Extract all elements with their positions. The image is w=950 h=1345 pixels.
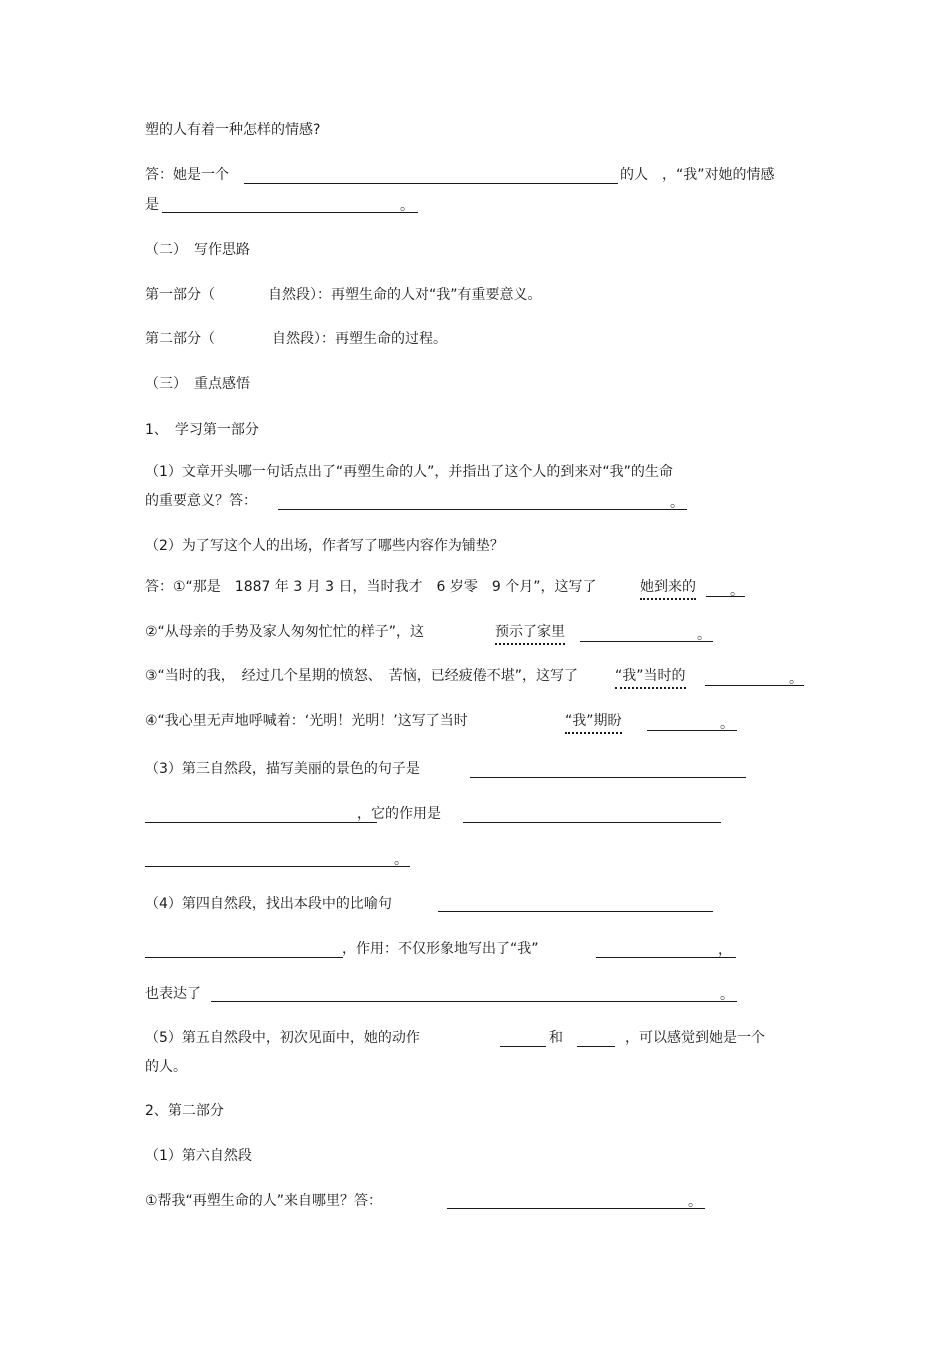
section-heading: （三） 重点感悟 bbox=[145, 376, 250, 392]
question-4-cont: ，作用：不仅形象地写出了“我” bbox=[342, 941, 539, 957]
emphasis-text: 她到来的 bbox=[640, 578, 696, 600]
part-one-label: 第一部分（ bbox=[145, 287, 215, 303]
answer-blank[interactable] bbox=[162, 212, 418, 213]
answer-blank[interactable] bbox=[500, 1046, 546, 1047]
part-two-text: 自然段）：再塑生命的过程。 bbox=[272, 331, 447, 347]
answer-2: ②“从母亲的手势及家人匆匆忙忙的样子”，这 bbox=[145, 624, 425, 640]
period: 。 bbox=[730, 583, 744, 599]
answer-3: ③“当时的我， 经过几个星期的愤怒、 苦恼，已经疲倦不堪”，这写了 bbox=[145, 668, 579, 684]
question-3-cont: ，它的作用是 bbox=[357, 806, 441, 822]
period: 。 bbox=[697, 627, 711, 643]
answer-blank[interactable] bbox=[278, 509, 687, 510]
subsection-heading: 1、 学习第一部分 bbox=[145, 422, 259, 438]
answer-blank[interactable] bbox=[463, 822, 721, 823]
question-3: （3）第三自然段，描写美丽的景色的句子是 bbox=[145, 761, 420, 777]
answer-blank[interactable] bbox=[145, 957, 343, 958]
answer-4: ④“我心里无声地呼喊着：‘光明！光明！’这写了当时 bbox=[145, 713, 468, 729]
period: 。 bbox=[670, 495, 684, 511]
question-continuation: 塑的人有着一种怎样的情感? bbox=[145, 122, 321, 138]
question-5-cont: ，可以感觉到她是一个 bbox=[625, 1030, 765, 1046]
period: 。 bbox=[394, 852, 408, 868]
question-5-and: 和 bbox=[549, 1030, 563, 1046]
question-4-cont: 也表达了 bbox=[145, 986, 201, 1002]
question-5-cont: 的人。 bbox=[145, 1059, 187, 1075]
subsection-heading: 2、第二部分 bbox=[145, 1103, 224, 1119]
answer-blank[interactable] bbox=[211, 1001, 737, 1002]
answer-blank[interactable] bbox=[577, 1046, 615, 1047]
answer-text: 的人 ，“我”对她的情感 bbox=[620, 167, 775, 183]
period: 。 bbox=[400, 198, 414, 214]
answer-blank[interactable] bbox=[580, 641, 713, 642]
answer-blank[interactable] bbox=[244, 183, 618, 184]
period: 。 bbox=[720, 716, 734, 732]
answer-blank[interactable] bbox=[145, 822, 377, 823]
question-1: （1）文章开头哪一句话点出了“再塑生命的人”，并指出了这个人的到来对“我”的生命 bbox=[145, 464, 673, 480]
question-2: （2）为了写这个人的出场，作者写了哪些内容作为铺垫？ bbox=[145, 538, 504, 554]
answer-blank[interactable] bbox=[447, 1208, 705, 1209]
answer-label: 答：她是一个 bbox=[145, 167, 229, 183]
question-6: （1）第六自然段 bbox=[145, 1148, 252, 1164]
answer-blank[interactable] bbox=[470, 777, 746, 778]
answer-text: 是 bbox=[145, 197, 159, 213]
emphasis-text: “我”当时的 bbox=[615, 667, 686, 689]
period: 。 bbox=[789, 671, 803, 687]
period: 。 bbox=[688, 1194, 702, 1210]
period: 。 bbox=[720, 987, 734, 1003]
answer-blank[interactable] bbox=[438, 911, 713, 912]
emphasis-text: “我”期盼 bbox=[565, 712, 622, 734]
emphasis-text: 预示了家里 bbox=[495, 623, 565, 645]
question-4: （4）第四自然段，找出本段中的比喻句 bbox=[145, 896, 392, 912]
question-6-a: ①帮我“再塑生命的人”来自哪里？答： bbox=[145, 1193, 383, 1209]
answer-1: 答：①“那是 1887 年 3 月 3 日，当时我才 6 岁零 9 个月”，这写了 bbox=[145, 579, 597, 595]
answer-blank[interactable] bbox=[596, 957, 736, 958]
question-1-cont: 的重要意义？答： bbox=[145, 493, 257, 509]
part-two-label: 第二部分（ bbox=[145, 331, 215, 347]
section-heading: （二） 写作思路 bbox=[145, 242, 250, 258]
comma: ， bbox=[718, 942, 732, 958]
question-5: （5）第五自然段中，初次见面中，她的动作 bbox=[145, 1030, 420, 1046]
part-one-text: 自然段）：再塑生命的人对“我”有重要意义。 bbox=[268, 287, 542, 303]
answer-blank[interactable] bbox=[145, 866, 410, 867]
